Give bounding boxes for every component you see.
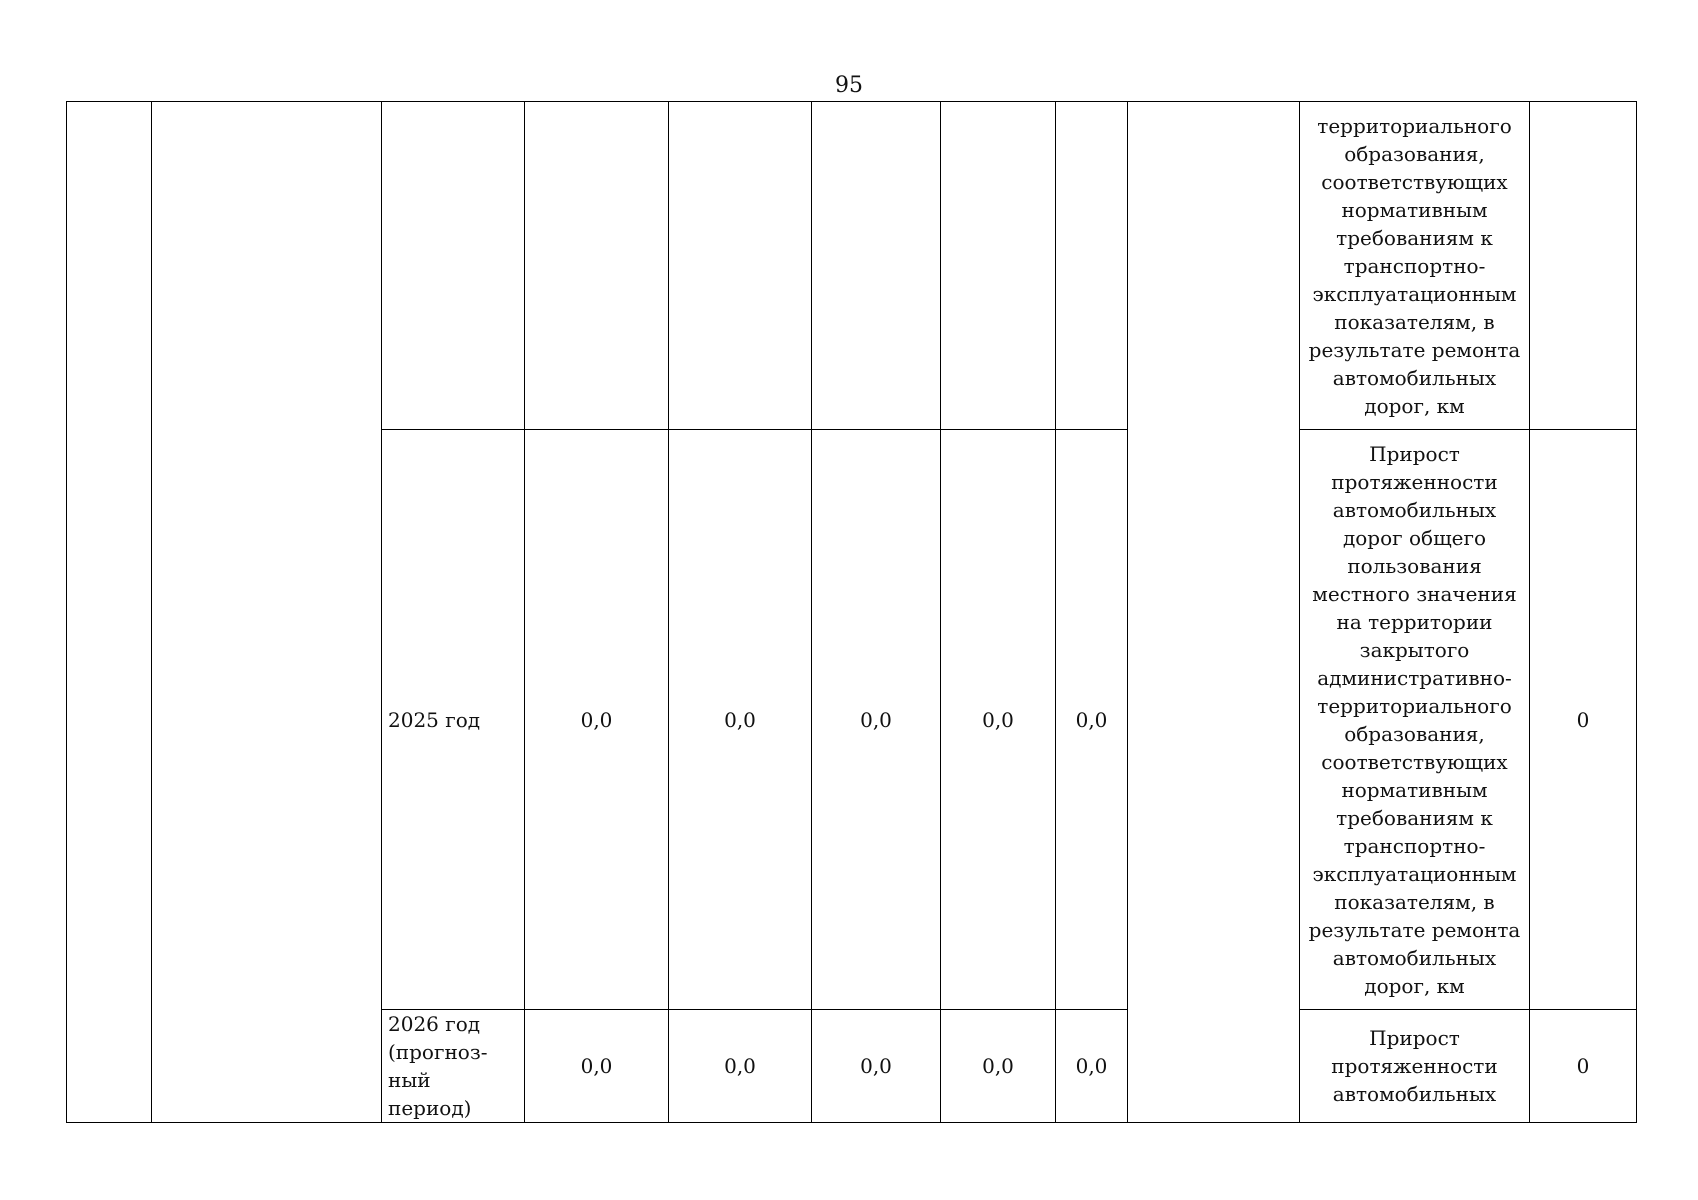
indicator-value-cell: 0 [1530,430,1637,1010]
period-cell: 2025 год [382,430,525,1010]
page-number: 95 [835,73,863,98]
funding-regional-cell [812,102,941,430]
program-table [66,101,1637,1123]
period-cell [382,102,525,430]
number-cell [67,102,152,1123]
funding-other-cell: 0,0 [1056,430,1128,1010]
funding-total-cell [525,102,669,430]
table-row [67,102,1637,430]
funding-regional-cell: 0,0 [812,430,941,1010]
funding-federal-cell: 0,0 [669,430,812,1010]
funding-local-cell [941,102,1056,430]
indicator-cell: территориального образования, соответствующих нормативным требованиям к транспортно-эксплуатационным показателям, в результате ремонта автомобильных дорог, км [1300,102,1530,430]
indicator-value-cell: 0 [1530,1010,1637,1123]
funding-other-cell: 0,0 [1056,1010,1128,1123]
funding-local-cell: 0,0 [941,430,1056,1010]
event-name-cell [152,102,382,1123]
funding-other-cell [1056,102,1128,430]
funding-local-cell: 0,0 [941,1010,1056,1123]
funding-federal-cell [669,102,812,430]
executor-cell [1128,102,1300,1123]
indicator-value-cell [1530,102,1637,430]
funding-federal-cell: 0,0 [669,1010,812,1123]
funding-total-cell: 0,0 [525,1010,669,1123]
indicator-cell: Прирост протяженности автомобильных [1300,1010,1530,1123]
indicator-cell: Прирост протяженности автомобильных дорог общего пользования местного значения на территории закрытого административно-территориального образования, соответствующих нормативным требованиям к транспортно-эксплуатационным показателям, в результате ремонта автомобильных дорог, км [1300,430,1530,1010]
funding-total-cell: 0,0 [525,430,669,1010]
funding-regional-cell: 0,0 [812,1010,941,1123]
period-cell: 2026 год (прогноз-ный период) [382,1010,525,1123]
